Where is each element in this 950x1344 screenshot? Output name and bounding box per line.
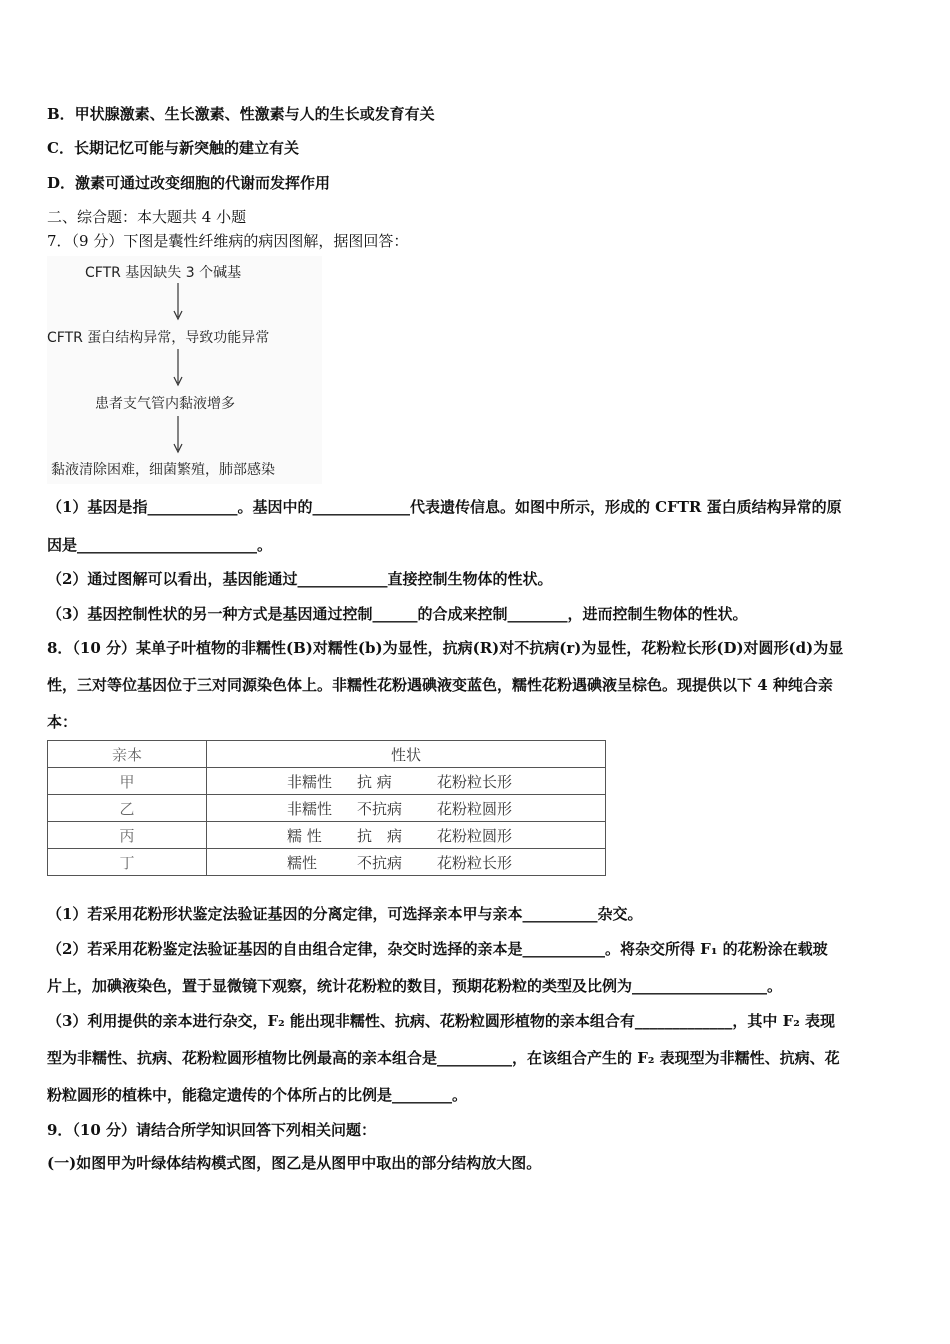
trait-disease: 不抗病 bbox=[357, 799, 403, 818]
q8-stem-line3: 本： bbox=[47, 713, 78, 731]
trait-pollen: 花粉粒长形 bbox=[437, 772, 513, 791]
table-row bbox=[48, 822, 606, 849]
trait-waxy: 非糯性 bbox=[287, 772, 333, 791]
table-header-row bbox=[48, 741, 606, 768]
parent-cell: 丙 bbox=[48, 822, 207, 849]
q8-part1: （1）若采用花粉形状鉴定法验证基因的分离定律，可选择亲本甲与亲本__________杂交。 bbox=[47, 905, 643, 923]
q7-part1-line1: （1）基因是指____________。基因中的_____________代表遗传信息。如图中所示，形成的 CFTR 蛋白质结构异常的原 bbox=[47, 498, 842, 516]
flow-step-4: 黏液清除困难，细菌繁殖，肺部感染 bbox=[51, 462, 275, 478]
q7-part3: （3）基因控制性状的另一种方式是基因通过控制______的合成来控制________，进而控制生物体的性状。 bbox=[47, 605, 748, 623]
q8-part2-line2: 片上，加碘液染色，置于显微镜下观察，统计花粉粒的数目，预期花粉粒的类型及比例为__________________。 bbox=[47, 977, 783, 995]
parent-traits-table bbox=[47, 740, 606, 876]
option-d: D．激素可通过改变细胞的代谢而发挥作用 bbox=[47, 174, 331, 192]
header-parent: 亲本 bbox=[48, 741, 207, 768]
q9-stem: 9．（10 分）请结合所学知识回答下列相关问题： bbox=[47, 1121, 377, 1139]
parent-cell: 丁 bbox=[48, 849, 207, 876]
table-row bbox=[48, 795, 606, 822]
traits-cell bbox=[207, 822, 606, 849]
trait-disease: 抗 病 bbox=[357, 772, 392, 791]
down-arrow-icon bbox=[172, 283, 184, 321]
q7-part2: （2）通过图解可以看出，基因能通过____________直接控制生物体的性状。 bbox=[47, 570, 553, 588]
trait-disease: 不抗病 bbox=[357, 853, 403, 872]
trait-pollen: 花粉粒圆形 bbox=[437, 826, 513, 845]
section-title: 二、综合题：本大题共 4 小题 bbox=[47, 208, 247, 226]
flow-step-3: 患者支气管内黏液增多 bbox=[95, 396, 235, 412]
q8-stem-line2: 性，三对等位基因位于三对同源染色体上。非糯性花粉遇碘液变蓝色，糯性花粉遇碘液呈棕色。现提供以下 4 种纯合亲 bbox=[47, 676, 833, 694]
parent-cell: 乙 bbox=[48, 795, 207, 822]
trait-waxy: 糯 性 bbox=[287, 826, 322, 845]
q7-part1-line2: 因是________________________。 bbox=[47, 536, 273, 554]
option-b: B．甲状腺激素、生长激素、性激素与人的生长或发育有关 bbox=[47, 105, 435, 123]
parent-cell: 甲 bbox=[48, 768, 207, 795]
traits-cell bbox=[207, 849, 606, 876]
down-arrow-icon bbox=[172, 349, 184, 387]
option-c: C．长期记忆可能与新突触的建立有关 bbox=[47, 139, 299, 157]
cause-flow-diagram bbox=[47, 256, 322, 484]
traits-cell bbox=[207, 768, 606, 795]
table-row bbox=[48, 768, 606, 795]
q8-part2-line1: （2）若采用花粉鉴定法验证基因的自由组合定律，杂交时选择的亲本是___________。将杂交所得 F₁ 的花粉涂在载玻 bbox=[47, 940, 828, 958]
header-traits: 性状 bbox=[207, 741, 606, 768]
down-arrow-icon bbox=[172, 416, 184, 454]
flow-step-1: CFTR 基因缺失 3 个碱基 bbox=[85, 265, 242, 281]
q8-part3-line3: 粉粒圆形的植株中，能稳定遗传的个体所占的比例是________。 bbox=[47, 1086, 468, 1104]
q8-part3-line2: 型为非糯性、抗病、花粉粒圆形植物比例最高的亲本组合是__________，在该组合产生的 F₂ 表现型为非糯性、抗病、花 bbox=[47, 1049, 840, 1067]
q9-part1: (一)如图甲为叶绿体结构模式图，图乙是从图甲中取出的部分结构放大图。 bbox=[47, 1154, 542, 1172]
trait-pollen: 花粉粒圆形 bbox=[437, 799, 513, 818]
trait-waxy: 非糯性 bbox=[287, 799, 333, 818]
q8-stem-line1: 8．（10 分）某单子叶植物的非糯性(B)对糯性(b)为显性，抗病(R)对不抗病(r)为显性，花粉粒长形(D)对圆形(d)为显 bbox=[47, 639, 844, 657]
trait-disease: 抗 病 bbox=[357, 826, 403, 845]
table-row bbox=[48, 849, 606, 876]
traits-cell bbox=[207, 795, 606, 822]
trait-waxy: 糯性 bbox=[287, 853, 318, 872]
q7-stem: 7．（9 分）下图是囊性纤维病的病因图解，据图回答： bbox=[47, 232, 409, 250]
trait-pollen: 花粉粒长形 bbox=[437, 853, 513, 872]
q8-part3-line1: （3）利用提供的亲本进行杂交，F₂ 能出现非糯性、抗病、花粉粒圆形植物的亲本组合有_____________，其中 F₂ 表现 bbox=[47, 1012, 836, 1030]
flow-step-2: CFTR 蛋白结构异常，导致功能异常 bbox=[47, 330, 270, 346]
